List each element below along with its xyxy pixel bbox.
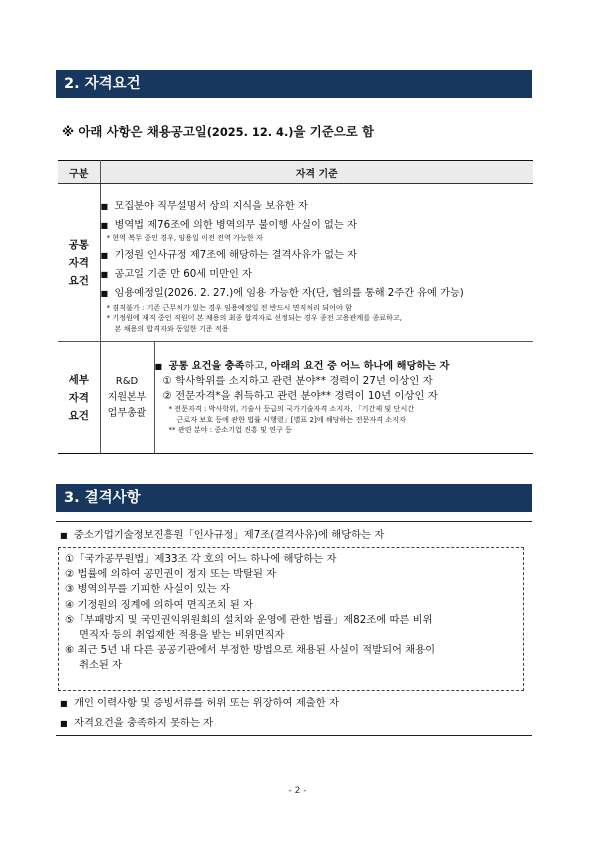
square-bullet-icon: ■ bbox=[60, 531, 68, 540]
section-2-title: 2. 자격요건 bbox=[64, 76, 141, 92]
section-2-header bbox=[56, 70, 532, 98]
header-criteria: 자격 기준 bbox=[100, 161, 533, 184]
list-item-text: 임용예정일(2026. 2. 27.)에 임용 가능한 자(단, 협의를 통해 2주간 유예 가능) bbox=[114, 287, 464, 299]
list-item-text: 모집분야 직무설명서 상의 지식을 보유한 자 bbox=[114, 201, 308, 212]
department-cell bbox=[100, 342, 154, 454]
list-item bbox=[101, 267, 534, 282]
common-label bbox=[58, 184, 100, 342]
square-bullet-icon: ■ bbox=[100, 269, 109, 279]
dept-line: 지원본부 bbox=[107, 391, 147, 403]
note-text: * 기정원에 재직 중인 직원이 본 채용의 최종 합격자로 선정되는 경우 종전 고용관계를 종료하고, bbox=[106, 313, 403, 322]
page-number: - 2 - bbox=[288, 786, 307, 796]
list-item bbox=[60, 528, 384, 543]
header-division: 구분 bbox=[58, 161, 100, 184]
box-item: ⑥ 최근 5년 내 다른 공공기관에서 부정한 방법으로 채용된 사실이 적발되어 채용이 bbox=[65, 644, 436, 657]
detail-label-line: 자격 bbox=[68, 391, 89, 404]
note-text: * 겸직불가 : 기존 근무처가 있는 경우 임용예정일 전 반드시 면직처리 되어야 함 bbox=[106, 302, 352, 312]
headline-bold: 공통 요건을 충족 bbox=[168, 361, 245, 373]
box-item: ③ 병역의무를 기피한 사실이 있는 자 bbox=[65, 583, 230, 596]
list-item bbox=[101, 286, 534, 301]
note-text: 근로자 보호 등에 관한 법률 시행령」[별표 2]에 해당하는 전문자격 소지자 bbox=[176, 414, 406, 424]
list-item-text: 공고일 기준 만 60세 미만인 자 bbox=[114, 268, 252, 280]
detail-headline bbox=[155, 359, 534, 374]
detail-criteria-cell bbox=[154, 342, 533, 454]
list-item-text: 병역법 제76조에 의한 병역의무 불이행 사실이 없는 자 bbox=[114, 220, 357, 231]
square-bullet-icon: ■ bbox=[100, 221, 109, 230]
note-text: ** 관련 분야 : 중소기업 진흥 및 연구 등 bbox=[168, 425, 292, 435]
section-3-title: 3. 결격사항 bbox=[64, 490, 141, 506]
qualification-table bbox=[58, 160, 533, 454]
box-item: ⑤「부패방지 및 국민권익위원회의 설치와 운영에 관한 법률」제82조에 따른 비위 bbox=[65, 613, 433, 626]
dept-line: 업무총괄 bbox=[107, 407, 147, 419]
list-item bbox=[101, 218, 534, 233]
square-bullet-icon: ■ bbox=[100, 202, 109, 211]
list-item bbox=[101, 248, 534, 263]
common-criteria-cell bbox=[100, 184, 533, 342]
box-item: ④ 기정원의 징계에 의하여 면직조치 된 자 bbox=[65, 598, 254, 611]
list-item-text: 기정원 인사규정 제7조에 해당하는 결격사유가 없는 자 bbox=[114, 249, 357, 261]
square-bullet-icon: ■ bbox=[60, 699, 68, 708]
note-text: 본 채용의 합격자와 동일한 기준 적용 bbox=[114, 323, 229, 333]
option-2: ② 전문자격*을 취득하고 관련 분야** 경력이 10년 이상인 자 bbox=[162, 390, 438, 403]
list-item bbox=[60, 696, 339, 711]
notice-line bbox=[62, 122, 374, 140]
notice-date: (2025. 12. 4.) bbox=[206, 125, 294, 139]
list-item-text: 중소기업기술정보진흥원「인사규정」제7조(결격사유)에 해당하는 자 bbox=[74, 529, 385, 541]
dept-line: R&D bbox=[115, 375, 139, 387]
divider bbox=[56, 521, 532, 522]
square-bullet-icon: ■ bbox=[100, 288, 109, 298]
common-label-line: 자격 bbox=[68, 256, 89, 269]
box-item: 면직자 등의 취업제한 적용을 받는 비위면직자 bbox=[79, 629, 285, 642]
disqualification-box bbox=[58, 547, 524, 691]
notice-suffix: 을 기준으로 함 bbox=[293, 124, 374, 139]
square-bullet-icon: ■ bbox=[154, 362, 163, 372]
table-header-row bbox=[58, 161, 533, 184]
square-bullet-icon: ■ bbox=[100, 250, 109, 260]
headline-bold: 아래의 요건 중 어느 하나에 해당하는 자 bbox=[270, 361, 450, 373]
option-1: ① 학사학위를 소지하고 관련 분야** 경력이 27년 이상인 자 bbox=[162, 375, 433, 388]
common-requirements-row bbox=[58, 184, 533, 342]
notice-prefix: ※ 아래 사항은 채용공고일 bbox=[62, 124, 207, 139]
list-item bbox=[60, 716, 213, 731]
section-3-header bbox=[56, 484, 532, 512]
detail-requirements-row bbox=[58, 342, 533, 454]
common-label-line: 요건 bbox=[68, 274, 89, 287]
divider bbox=[56, 735, 532, 736]
box-item: ①「국가공무원법」제33조 각 호의 어느 하나에 해당하는 자 bbox=[65, 553, 337, 565]
note-military: * 현역 복무 중인 경우, 임용일 이전 전역 가능한 자 bbox=[106, 233, 263, 242]
list-item bbox=[101, 199, 534, 214]
box-item: 취소된 자 bbox=[79, 659, 123, 672]
headline-mid: 하고, bbox=[244, 361, 271, 373]
common-label-line: 공통 bbox=[68, 238, 89, 251]
list-item-text: 자격요건을 충족하지 못하는 자 bbox=[74, 717, 214, 729]
list-item-text: 개인 이력사항 및 증빙서류를 허위 또는 위장하여 제출한 자 bbox=[74, 697, 339, 709]
detail-label bbox=[58, 342, 100, 454]
detail-label-line: 요건 bbox=[68, 409, 89, 422]
box-item: ② 법률에 의하여 공민권이 정지 또는 박탈된 자 bbox=[65, 568, 277, 581]
detail-label-line: 세부 bbox=[68, 373, 89, 386]
square-bullet-icon: ■ bbox=[60, 719, 68, 728]
note-text: * 전문자격 : 박사학위, 기술사 등급의 국가기술자격 소지자, 「기간제 및 단시간 bbox=[168, 404, 415, 414]
